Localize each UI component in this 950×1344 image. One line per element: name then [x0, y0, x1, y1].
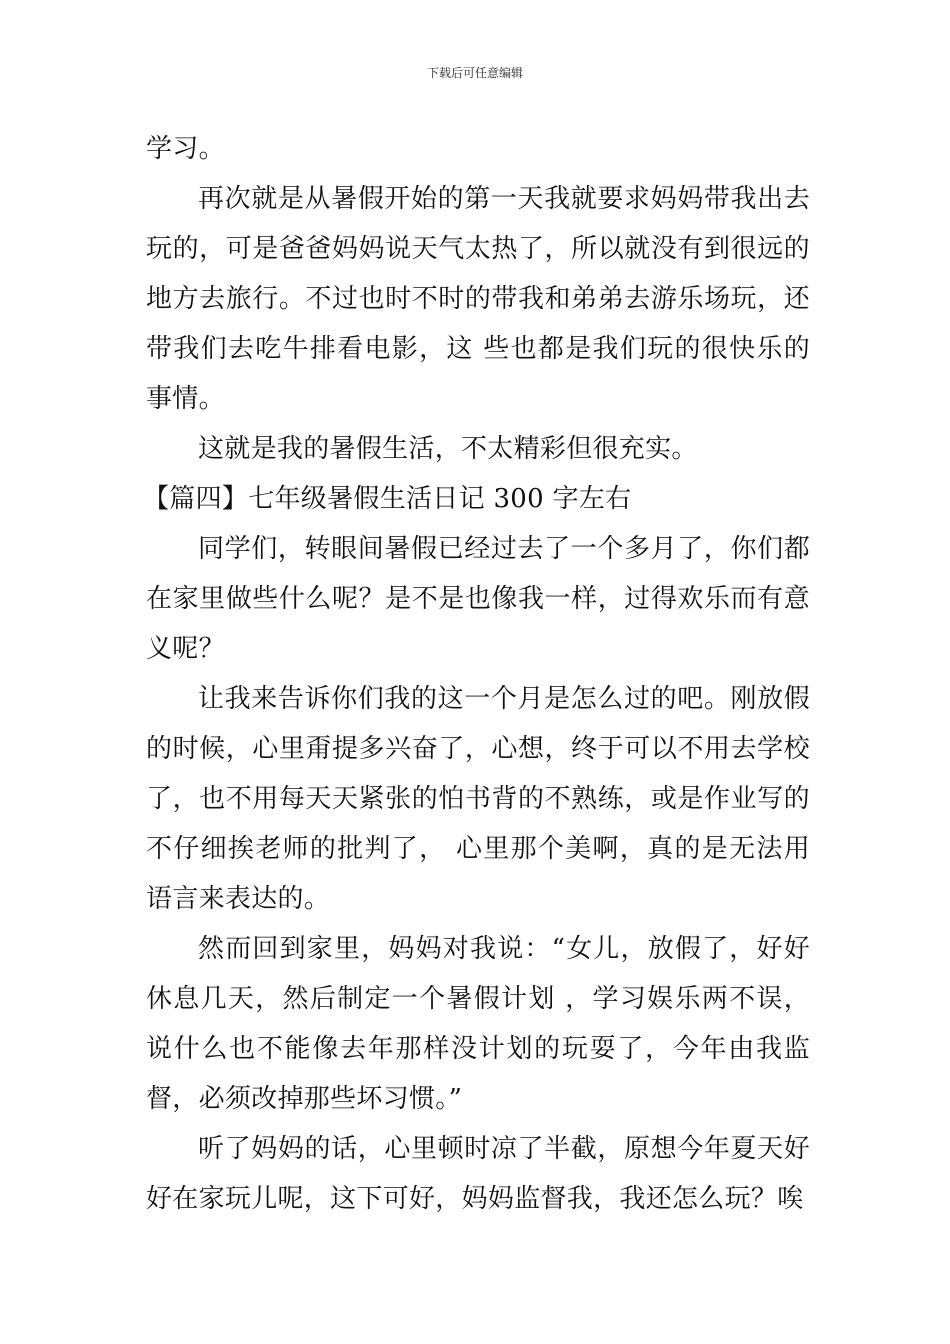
document-body [143, 124, 810, 1224]
paragraph-how-spent: 让我来告诉你们我的这一个月是怎么过的吧。刚放假的时候，心里甭提多兴奋了，心想，终于可以不用去学校了，也不用每天天紧张的怕书背的不熟练，或是作业写的不仔细挨老师的批判了， 心里那个美啊，真的是无法用语言来表达的。 [146, 684, 810, 914]
paragraph-reaction: 听了妈妈的话，心里顿时凉了半截，原想今年夏天好好在家玩儿呢，这下可好，妈妈监督我，我还怎么玩？唉 [146, 1134, 810, 1214]
page-header: 下载后可任意编辑 [426, 66, 523, 80]
paragraph-classmates: 同学们，转眼间暑假已经过去了一个多月了，你们都在家里做些什么呢？是不是也像我一样，过得欢乐而有意义呢？ [146, 534, 810, 664]
section-heading: 【篇四】七年级暑假生活日记 300 字左右 [143, 484, 632, 514]
paragraph-summary: 这就是我的暑假生活，不太精彩但很充实。 [198, 434, 698, 464]
paragraph-continuation: 学习。 [146, 134, 225, 164]
paragraph-summer-outings: 再次就是从暑假开始的第一天我就要求妈妈带我出去玩的，可是爸爸妈妈说天气太热了，所以就没有到很远的地方去旅行。不过也时不时的带我和弟弟去游乐场玩，还带我们去吃牛排看电影，这 些也都是我们玩的很快乐的事情。 [146, 184, 810, 414]
paragraph-mother-speech: 然而回到家里，妈妈对我说：“女儿，放假了，好好休息几天，然后制定一个暑假计划 ，学习娱乐两不误，说什么也不能像去年那样没计划的玩耍了，今年由我监督，必须改掉那些坏习惯。” [146, 934, 810, 1114]
